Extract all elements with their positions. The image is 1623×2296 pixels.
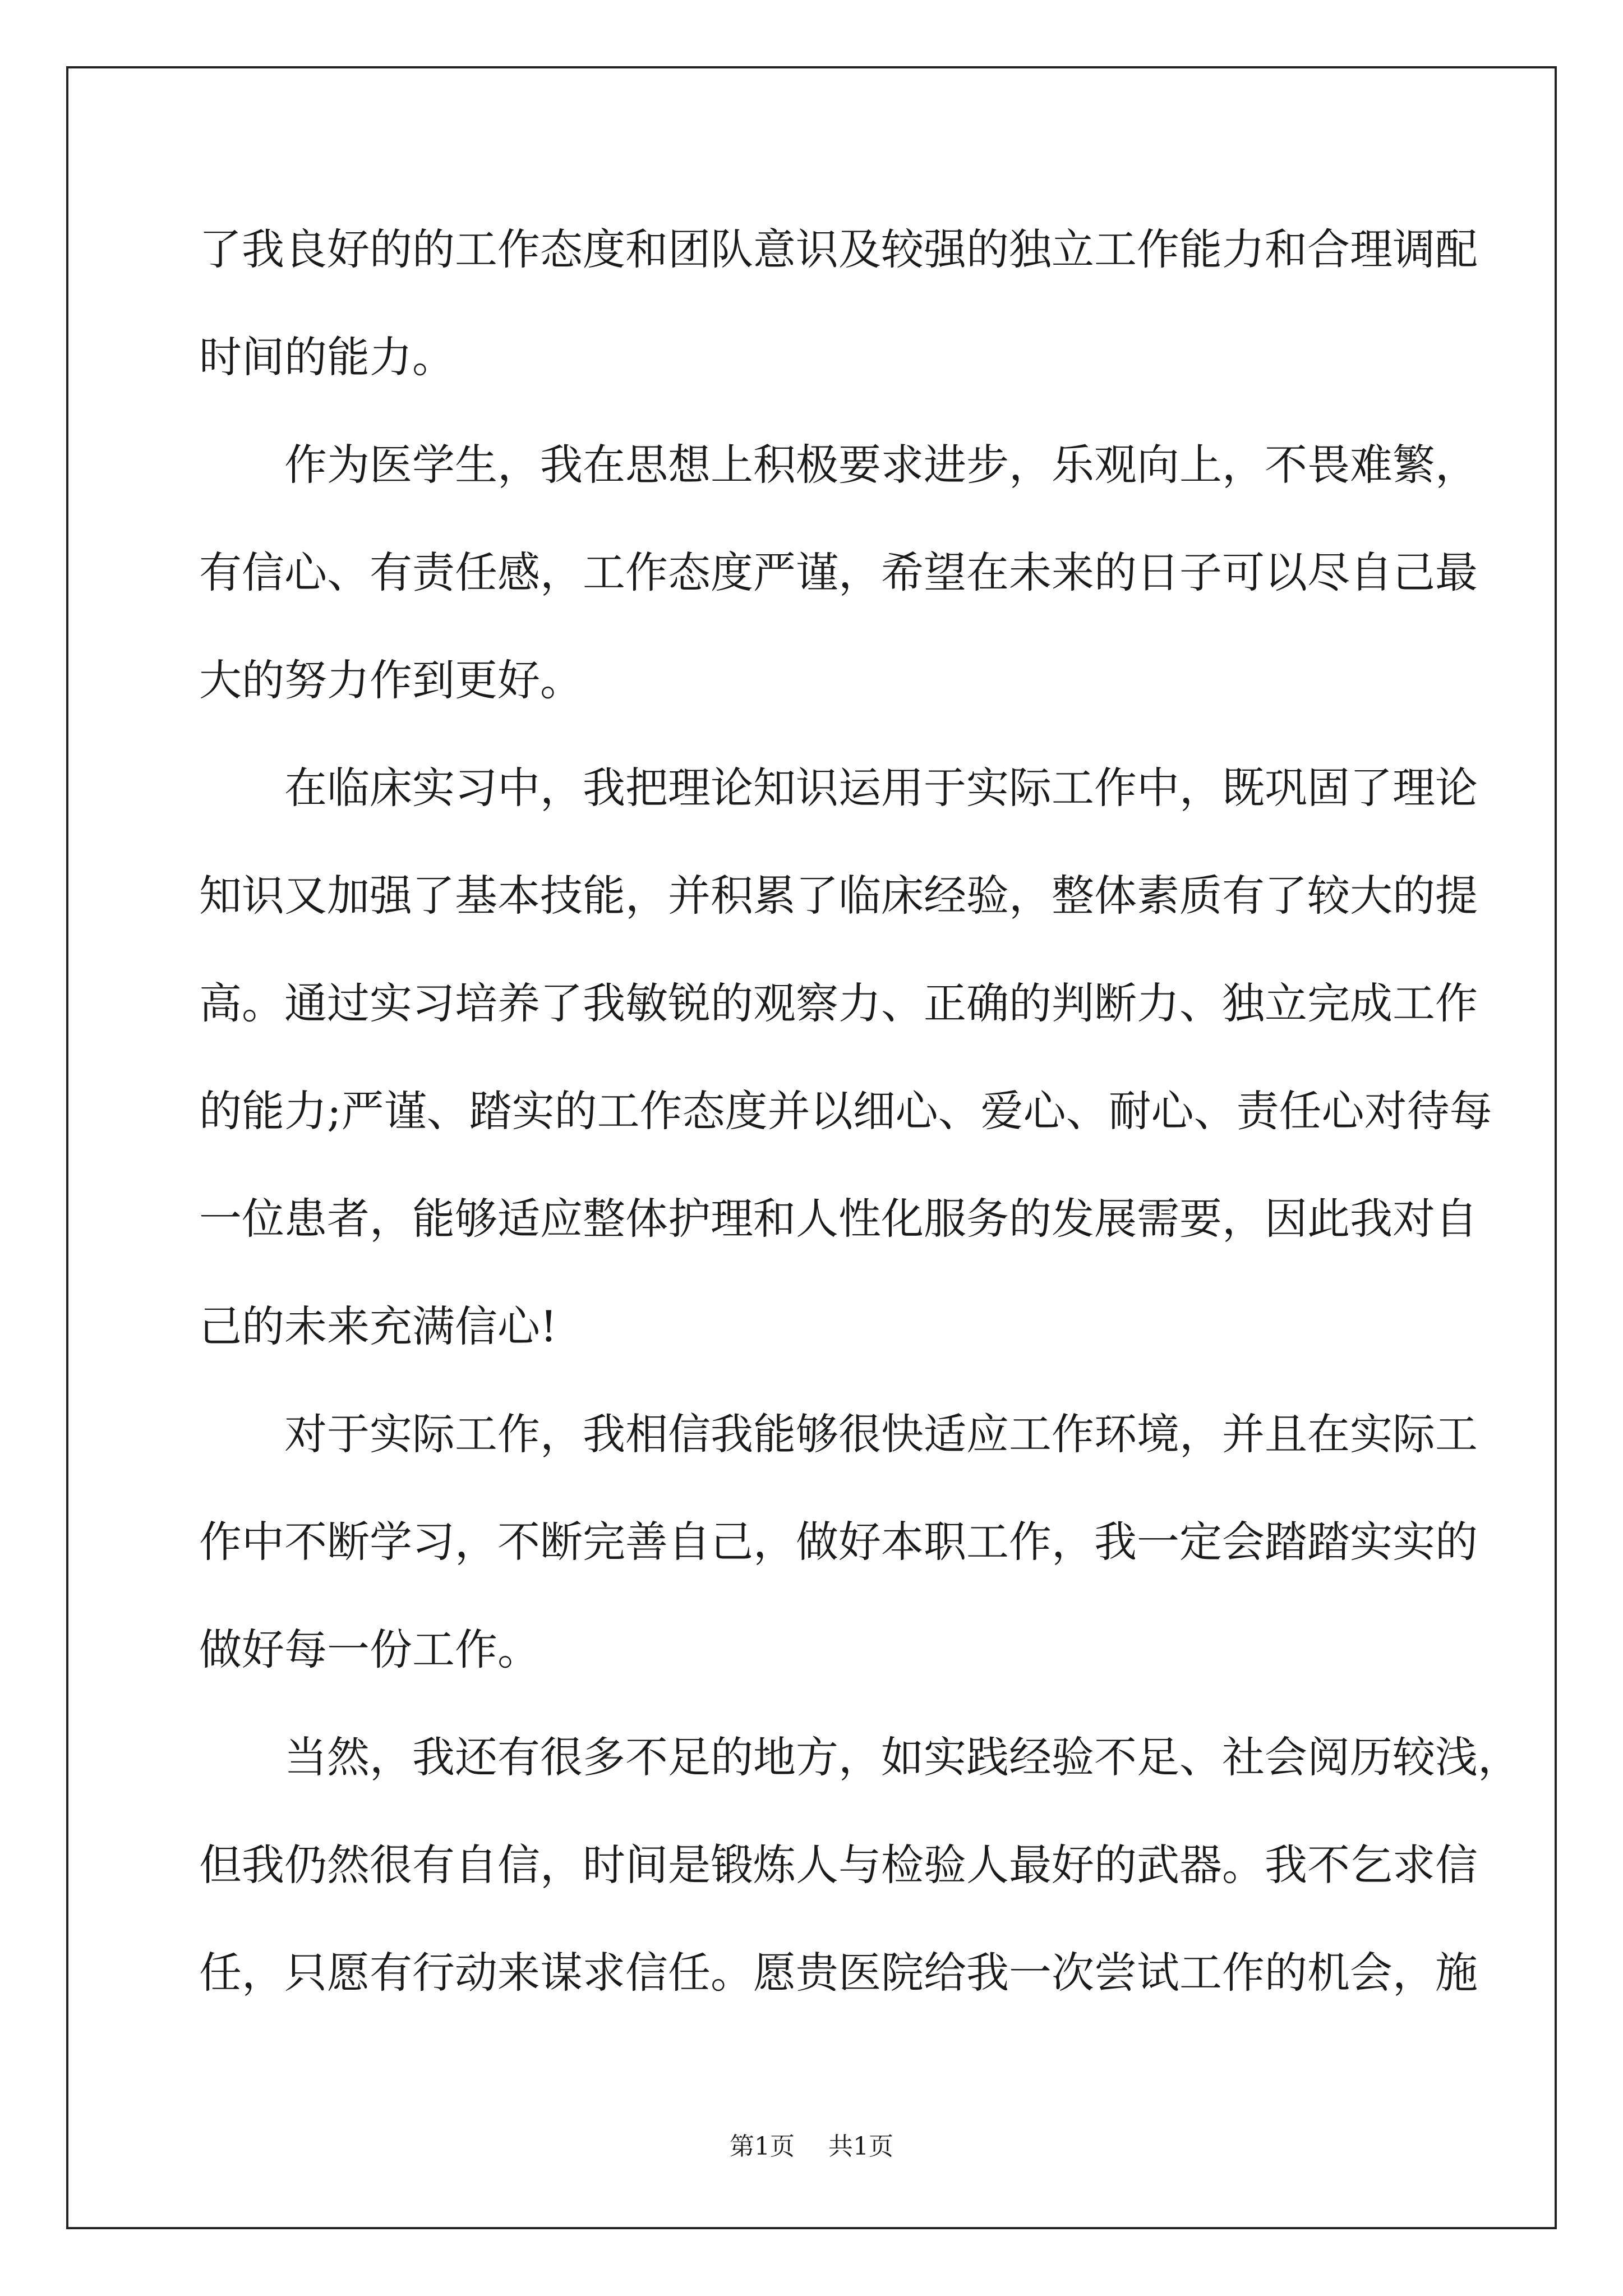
text-line: 了我良好的的工作态度和团队意识及较强的独立工作能力和合理调配 [199,224,1478,274]
text-line: 高。通过实习培养了我敏锐的观察力、正确的判断力、独立完成工作 [199,978,1478,1028]
text-line: 作为医学生，我在思想上积极要求进步，乐观向上，不畏难繁， [284,440,1478,490]
text-line: 大的努力作到更好。 [199,655,583,705]
text-line: 时间的能力。 [199,332,455,382]
page-footer [0,2126,1623,2162]
page-number-current: 第1页 [730,2132,795,2161]
text-line: 作中不断学习，不断完善自己，做好本职工作，我一定会踏踏实实的 [199,1517,1478,1567]
text-line: 当然，我还有很多不足的地方，如实践经验不足、社会阅历较浅， [284,1732,1520,1782]
text-line: 任，只愿有行动来谋求信任。愿贵医院给我一次尝试工作的机会，施 [199,1948,1478,1998]
text-line: 对于实际工作，我相信我能够很快适应工作环境，并且在实际工 [284,1409,1478,1459]
text-line: 有信心、有责任感，工作态度严谨，希望在未来的日子可以尽自己最 [199,547,1478,597]
text-line: 一位患者，能够适应整体护理和人性化服务的发展需要，因此我对自 [199,1194,1478,1244]
text-line: 己的未来充满信心! [199,1301,557,1351]
text-line: 做好每一份工作。 [199,1625,540,1674]
text-line: 知识又加强了基本技能，并积累了临床经验，整体素质有了较大的提 [199,871,1478,921]
page-number-total: 共1页 [828,2132,893,2161]
document-body [199,216,1520,2047]
text-line: 但我仍然很有自信，时间是锻炼人与检验人最好的武器。我不乞求信 [199,1840,1478,1890]
text-line: 在临床实习中，我把理论知识运用于实际工作中，既巩固了理论 [284,763,1478,813]
text-line: 的能力;严谨、踏实的工作态度并以细心、爱心、耐心、责任心对待每 [199,1086,1492,1136]
